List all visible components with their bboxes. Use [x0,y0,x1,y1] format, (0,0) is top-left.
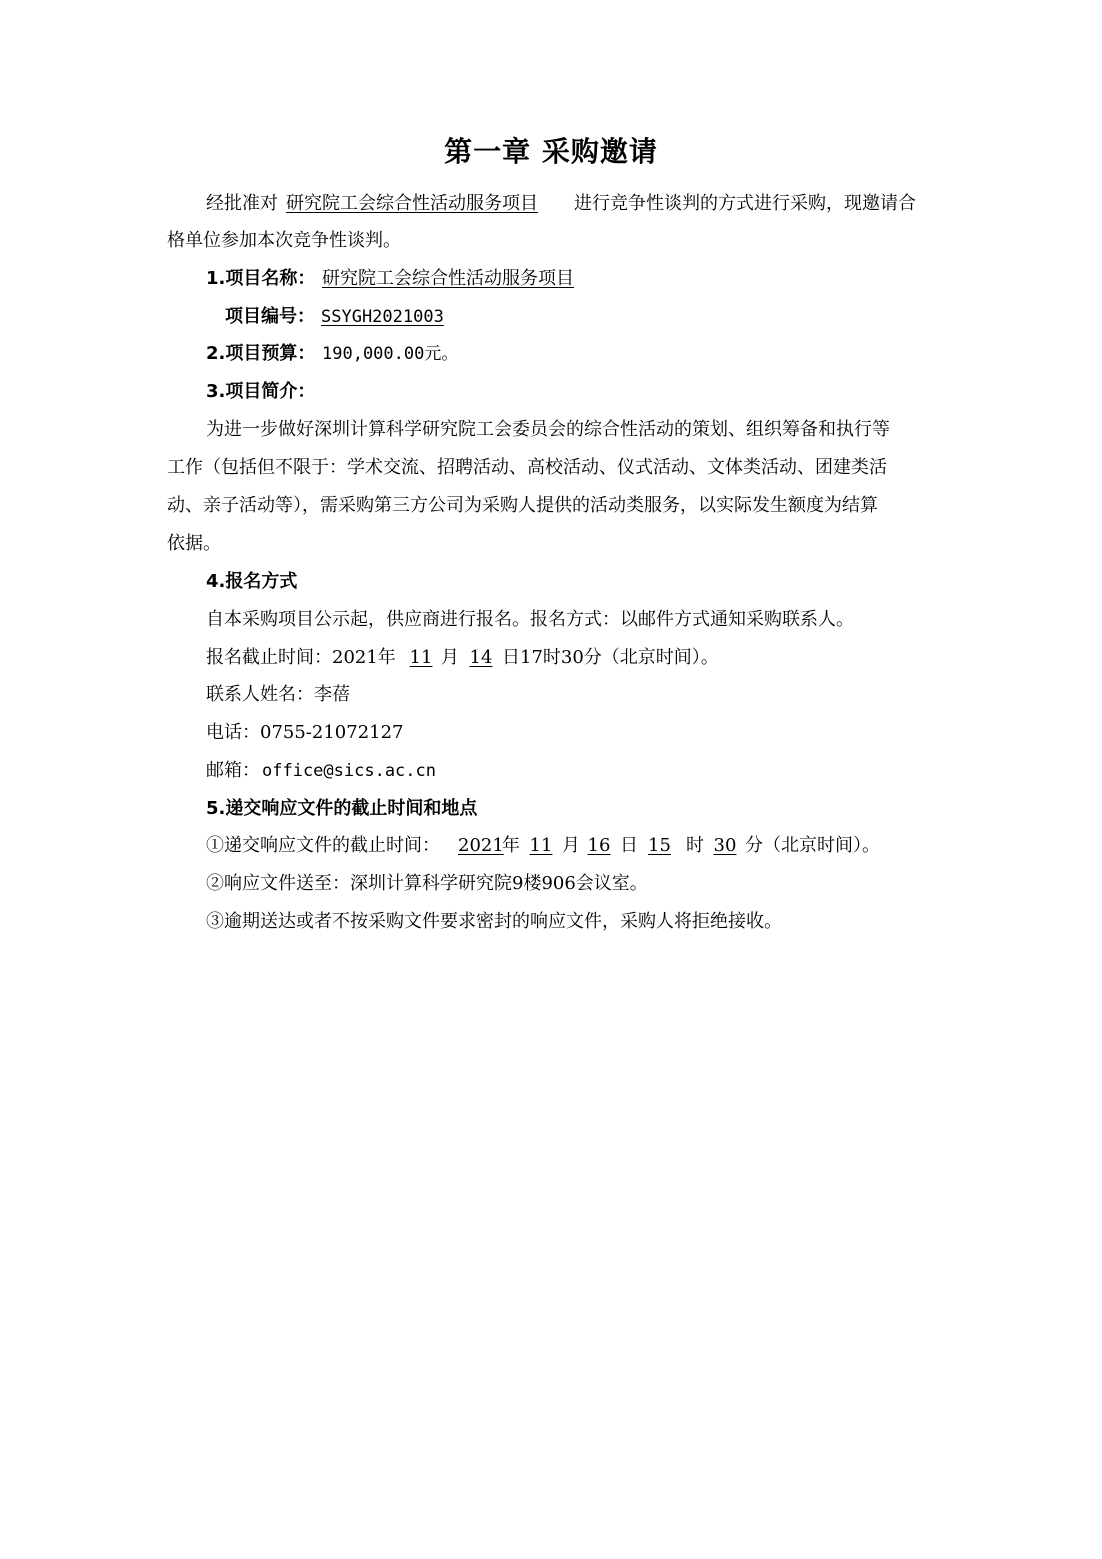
contact-phone-text: 电话：0755-21072127 [206,722,404,743]
item-project-name-value: 研究院工会综合性活动服务项目 [322,268,574,289]
item-intro-text-2: 工作（包括但不限于：学术交流、招聘活动、高校活动、仪式活动、文体类活动、团建类活 [167,457,887,478]
item-registration-label: 4.报名方式 [206,571,298,592]
submission-deadline-hour-suffix: 时 [686,835,704,856]
registration-deadline-prefix: 报名截止时间：2021年 [206,647,396,668]
item-budget-value: 190,000.00元。 [322,344,459,364]
item-project-name-label: 1.项目名称： [206,268,316,289]
intro-suffix: 进行竞争性谈判的方式进行采购，现邀请合 [574,193,916,214]
submission-deadline-year-suffix: 年 [502,835,520,856]
page-title: 第一章 采购邀请 [444,135,658,168]
submission-deadline-hour: 15 [648,835,671,856]
contact-email-label: 邮箱： [206,760,260,781]
item-intro-label: 3.项目简介： [206,381,316,402]
intro-text-2: 格单位参加本次竞争性谈判。 [167,230,401,251]
item-intro-text-4: 依据。 [167,533,221,554]
submission-deadline-day: 16 [587,835,611,856]
submission-deadline-month: 11 [529,835,553,856]
item-intro-text-3: 动、亲子活动等），需采购第三方公司为采购人提供的活动类服务，以实际发生额度为结算 [167,495,878,516]
submission-deadline-year: 2021 [458,835,504,856]
item-project-number-value: SSYGH2021003 [321,307,444,327]
item-project-number-label: 项目编号： [225,306,315,327]
contact-email-value: office@sics.ac.cn [262,761,436,781]
registration-deadline-day: 14 [469,647,493,668]
submission-deadline-day-suffix: 日 [620,835,638,856]
item-intro-text-1: 为进一步做好深圳计算科学研究院工会委员会的综合性活动的策划、组织筹备和执行等 [206,419,890,440]
submission-late-text: ③逾期送达或者不按采购文件要求密封的响应文件，采购人将拒绝接收。 [206,911,782,932]
contact-name-text: 联系人姓名：李蓓 [206,684,350,705]
submission-deadline-minute-suffix: 分（北京时间）。 [745,835,880,856]
submission-location-text: ②响应文件送至：深圳计算科学研究院9楼906会议室。 [206,873,648,894]
item-budget-label: 2.项目预算： [206,343,316,364]
registration-deadline-month: 11 [409,647,433,668]
registration-deadline-month-suffix: 月 [441,647,459,668]
intro-prefix: 经批准对 [206,193,278,214]
submission-deadline-minute: 30 [713,835,737,856]
registration-method-text: 自本采购项目公示起，供应商进行报名。报名方式：以邮件方式通知采购联系人。 [206,609,854,630]
registration-deadline-suffix: 日17时30分（北京时间）。 [502,647,719,668]
submission-deadline-month-suffix: 月 [562,835,580,856]
item-submission-label: 5.递交响应文件的截止时间和地点 [206,798,478,819]
submission-deadline-prefix: ①递交响应文件的截止时间： [206,835,440,856]
intro-project-name: 研究院工会综合性活动服务项目 [286,193,538,214]
